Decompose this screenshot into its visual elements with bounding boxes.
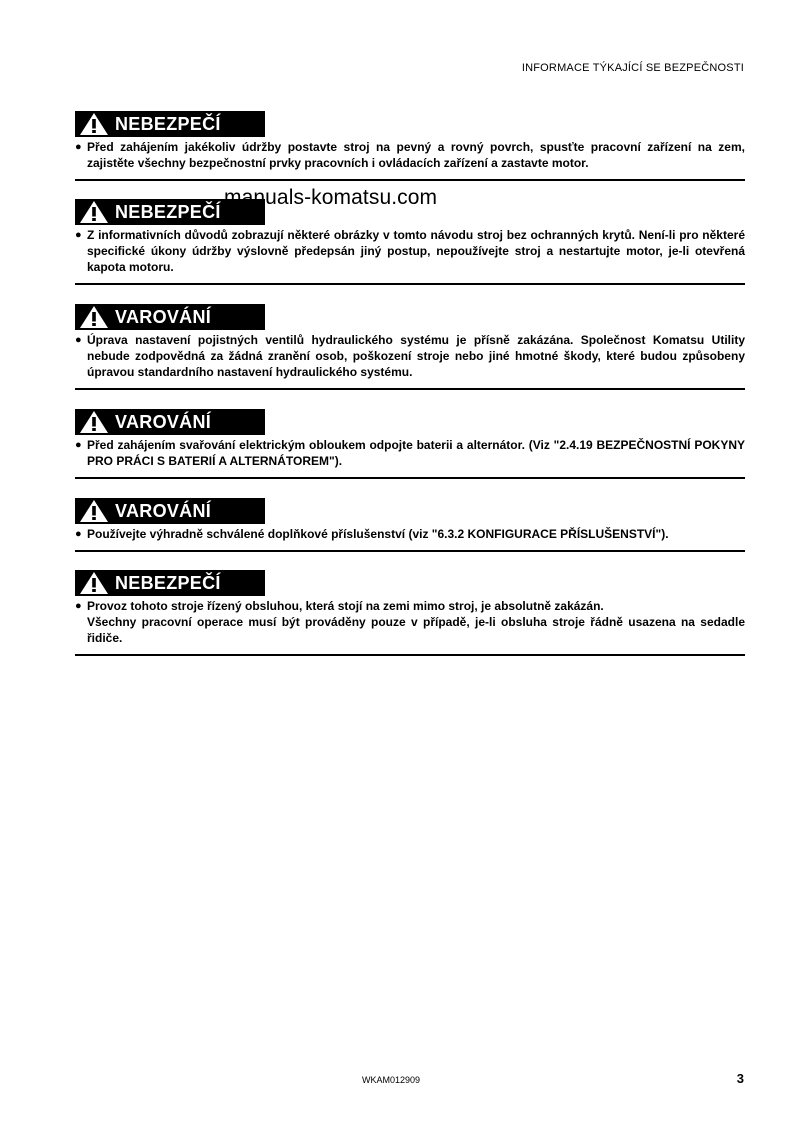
warning-triangle-icon (79, 499, 109, 523)
danger-notice-2 (75, 199, 745, 285)
warning-notice-2 (75, 409, 745, 479)
danger-notice-1 (75, 111, 745, 181)
bullet-icon: ● (75, 229, 82, 241)
bullet-icon: ● (75, 528, 82, 540)
notice-label: NEBEZPEČÍ (115, 202, 221, 222)
warning-notice-3 (75, 498, 745, 552)
notice-label: NEBEZPEČÍ (115, 573, 221, 593)
bullet-icon: ● (75, 439, 82, 451)
warning-notice-1 (75, 304, 745, 390)
notice-text: Před zahájením jakékoliv údržby postavte stroj na pevný a rovný povrch, spusťte pracovní zařízení na zem, zajistěte všechny bezpečnostní prvky pracovních i ovládacích zařízení a zastavte motor. (87, 140, 745, 170)
warning-triangle-icon (79, 410, 109, 434)
notice-label: VAROVÁNÍ (115, 307, 212, 327)
danger-banner (75, 570, 265, 596)
notice-text-continued: Všechny pracovní operace musí být prováděny pouze v případě, je-li obsluha stroje řádně usazena na sedadle řidiče. (87, 615, 745, 645)
warning-triangle-icon (79, 200, 109, 224)
running-header: INFORMACE TÝKAJÍCÍ SE BEZPEČNOSTI (521, 62, 744, 74)
notice-body (75, 332, 745, 390)
warning-triangle-icon (79, 571, 109, 595)
notice-body (75, 437, 745, 479)
document-code: WKAM012909 (362, 1075, 421, 1085)
watermark-text: manuals-komatsu.com (224, 186, 438, 209)
notice-label: NEBEZPEČÍ (115, 114, 221, 134)
notice-label: VAROVÁNÍ (115, 501, 212, 521)
warning-triangle-icon (79, 112, 109, 136)
notice-label: VAROVÁNÍ (115, 412, 212, 432)
notice-text: Používejte výhradně schválené doplňkové příslušenství (viz "6.3.2 KONFIGURACE PŘÍSLUŠENSTVÍ"). (87, 527, 669, 541)
notice-body (75, 227, 745, 285)
bullet-icon: ● (75, 141, 82, 153)
notice-text: Před zahájením svařování elektrickým obloukem odpojte baterii a alternátor. (Viz "2.4.19 BEZPEČNOSTNÍ POKYNY PRO PRÁCI S BATERIÍ A ALTERNÁTOREM"). (87, 438, 745, 468)
notice-body (75, 139, 745, 181)
danger-notice-3 (75, 570, 745, 656)
bullet-icon: ● (75, 334, 82, 346)
notice-body (75, 526, 745, 552)
warning-banner (75, 498, 265, 524)
page-number: 3 (736, 1071, 744, 1086)
warning-triangle-icon (79, 305, 109, 329)
bullet-icon: ● (75, 600, 82, 612)
warning-banner (75, 409, 265, 435)
notice-body (75, 598, 745, 656)
notice-text: Z informativních důvodů zobrazují některé obrázky v tomto návodu stroj bez ochranných krytů. Není-li pro některé specifické úkony údržby výslovně předepsán jiný postup, nepoužívejte stroj a nestartujte motor, je-li otevřená kapota motoru. (87, 228, 745, 274)
notice-text: Provoz tohoto stroje řízený obsluhou, která stojí na zemi mimo stroj, je absolutně zakázán. (87, 599, 604, 613)
notice-text: Úprava nastavení pojistných ventilů hydraulického systému je přísně zakázána. Společnost Komatsu Utility nebude zodpovědná za žádná zranění osob, poškození stroje nebo jiné hmotné škody, které budou způsobeny úpravou standardního nastavení hydraulického systému. (87, 333, 745, 379)
danger-banner (75, 111, 265, 137)
warning-banner (75, 304, 265, 330)
